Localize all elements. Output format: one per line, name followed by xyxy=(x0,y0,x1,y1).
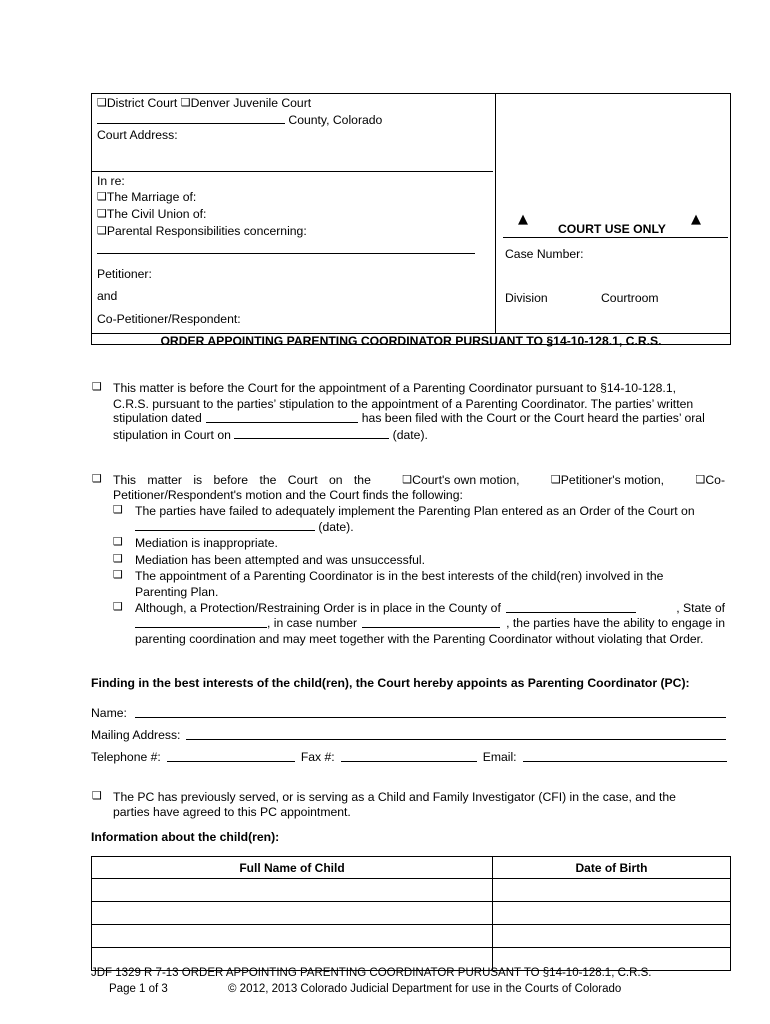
para2-line1: This matter is before the Court on the ❑Court's own motion, ❑Petitioner's motion, ❑Co- xyxy=(113,473,725,487)
checkbox-icon[interactable]: ❑ xyxy=(97,190,107,203)
address-row: Mailing Address: xyxy=(91,728,726,742)
county-blank[interactable] xyxy=(97,112,285,124)
stipulation-date-blank[interactable] xyxy=(206,411,358,423)
checkbox-icon[interactable]: ❑ xyxy=(402,473,413,486)
in-re-civil-union: ❑The Civil Union of: xyxy=(97,207,207,221)
checkbox-icon[interactable]: ❑ xyxy=(92,380,102,393)
court-address-rule xyxy=(91,171,493,172)
email-field[interactable] xyxy=(523,750,727,762)
para1-line2: C.R.S. pursuant to the parties’ stipulation to the appointment of a Parenting Coordinator. The parties’ written xyxy=(113,397,694,411)
cfi-line1: The PC has previously served, or is serving as a Child and Family Investigator (CFI) in the case, and the xyxy=(113,790,676,804)
parties-name-line[interactable] xyxy=(97,253,475,254)
checkbox-icon[interactable]: ❑ xyxy=(92,472,102,485)
in-re-parental: ❑Parental Responsibilities concerning: xyxy=(97,224,307,238)
checkbox-icon[interactable]: ❑ xyxy=(550,473,561,486)
up-arrow-icon: ▲ xyxy=(691,212,701,227)
checkbox-icon[interactable]: ❑ xyxy=(695,473,706,486)
finding-5-line2: , in case number , the parties have the ability to engage in xyxy=(135,616,725,630)
table-row xyxy=(92,902,731,925)
checkbox-icon[interactable]: ❑ xyxy=(97,224,107,237)
checkbox-icon[interactable]: ❑ xyxy=(113,600,123,613)
checkbox-icon[interactable]: ❑ xyxy=(180,96,191,109)
child-name-cell[interactable] xyxy=(92,879,493,902)
appointment-heading: Finding in the best interests of the child(ren), the Court hereby appoints as Parenting Coordinator (PC): xyxy=(91,676,690,690)
up-arrow-icon: ▲ xyxy=(518,212,528,227)
court-use-rule xyxy=(503,237,728,238)
finding-5-line3: parenting coordination and may meet together with the Parenting Coordinator without violating that Order. xyxy=(135,632,704,646)
child-dob-cell[interactable] xyxy=(493,902,731,925)
para1-line3: stipulation dated has been filed with the Court or the Court heard the parties’ oral xyxy=(113,411,705,425)
in-re-label: In re: xyxy=(97,174,125,188)
state-of-blank[interactable] xyxy=(135,616,267,628)
table-header-row xyxy=(92,857,731,879)
parenting-plan-date-blank[interactable] xyxy=(135,519,315,531)
court-use-only-label: COURT USE ONLY xyxy=(558,222,666,236)
finding-1-line1: The parties have failed to adequately implement the Parenting Plan entered as an Order of the Court on xyxy=(135,504,695,518)
case-number-label: Case Number: xyxy=(505,247,584,261)
contact-row: Telephone #: Fax #: Email: xyxy=(91,750,727,764)
finding-1-line2: (date). xyxy=(135,519,354,534)
petitioner-label: Petitioner: xyxy=(97,267,152,281)
child-dob-cell[interactable] xyxy=(493,879,731,902)
finding-4-line2: Parenting Plan. xyxy=(135,585,219,599)
checkbox-icon[interactable]: ❑ xyxy=(113,503,123,516)
children-table xyxy=(91,856,731,971)
checkbox-icon[interactable]: ❑ xyxy=(97,207,107,220)
child-name-cell[interactable] xyxy=(92,902,493,925)
finding-5-line1: Although, a Protection/Restraining Order is in place in the County of , State of xyxy=(135,601,725,615)
court-option-district: District Court xyxy=(106,96,178,110)
para2-line2: Petitioner/Respondent's motion and the Court finds the following: xyxy=(113,488,463,502)
children-heading: Information about the child(ren): xyxy=(91,830,280,844)
column-header-name: Full Name of Child xyxy=(92,857,493,879)
county-line xyxy=(97,112,382,127)
mailing-address-field[interactable] xyxy=(186,728,726,740)
finding-4-line1: The appointment of a Parenting Coordinator is in the best interests of the child(ren) involved in the xyxy=(135,569,664,583)
para1-line4: stipulation in Court on (date). xyxy=(113,428,428,442)
respondent-label: Co-Petitioner/Respondent: xyxy=(97,312,241,326)
document-title: ORDER APPOINTING PARENTING COORDINATOR PURSUANT TO §14-10-128.1, C.R.S. xyxy=(160,334,662,348)
checkbox-icon[interactable]: ❑ xyxy=(113,552,123,565)
county-suffix: County, Colorado xyxy=(288,113,383,127)
telephone-field[interactable] xyxy=(167,750,295,762)
in-re-marriage: ❑The Marriage of: xyxy=(97,190,197,204)
footer-copyright: © 2012, 2013 Colorado Judicial Department for use in the Courts of Colorado xyxy=(228,983,622,995)
finding-2: Mediation is inappropriate. xyxy=(135,536,278,550)
table-row xyxy=(92,925,731,948)
case-number-blank[interactable] xyxy=(362,616,500,628)
fax-field[interactable] xyxy=(341,750,477,762)
checkbox-icon[interactable]: ❑ xyxy=(97,96,107,109)
caption-divider-vertical xyxy=(495,93,496,333)
court-address-label: Court Address: xyxy=(97,128,178,142)
county-of-blank[interactable] xyxy=(506,601,636,613)
and-label: and xyxy=(97,289,118,303)
checkbox-icon[interactable]: ❑ xyxy=(92,789,102,802)
court-date-blank[interactable] xyxy=(234,427,389,439)
cfi-line2: parties have agreed to this PC appointment. xyxy=(113,805,351,819)
court-option-denver-juvenile: Denver Juvenile Court xyxy=(190,96,312,110)
checkbox-icon[interactable]: ❑ xyxy=(113,568,123,581)
name-row: Name: xyxy=(91,706,726,720)
footer-page-number: Page 1 of 3 xyxy=(109,983,168,995)
table-row xyxy=(92,879,731,902)
child-name-cell[interactable] xyxy=(92,925,493,948)
name-field[interactable] xyxy=(135,706,726,718)
checkbox-icon[interactable]: ❑ xyxy=(113,535,123,548)
child-dob-cell[interactable] xyxy=(493,925,731,948)
column-header-dob: Date of Birth xyxy=(493,857,731,879)
finding-3: Mediation has been attempted and was unsuccessful. xyxy=(135,553,425,567)
footer-form-id: JDF 1329 R 7-13 ORDER APPOINTING PARENTING COORDINATOR PURUSANT TO §14-10-128.1, C.R.S. xyxy=(91,967,652,979)
courtroom-label: Courtroom xyxy=(601,291,659,305)
court-type-line xyxy=(97,96,311,110)
para1-line1: This matter is before the Court for the appointment of a Parenting Coordinator pursuant to §14-10-128.1, xyxy=(113,381,676,395)
division-label: Division xyxy=(505,291,548,305)
